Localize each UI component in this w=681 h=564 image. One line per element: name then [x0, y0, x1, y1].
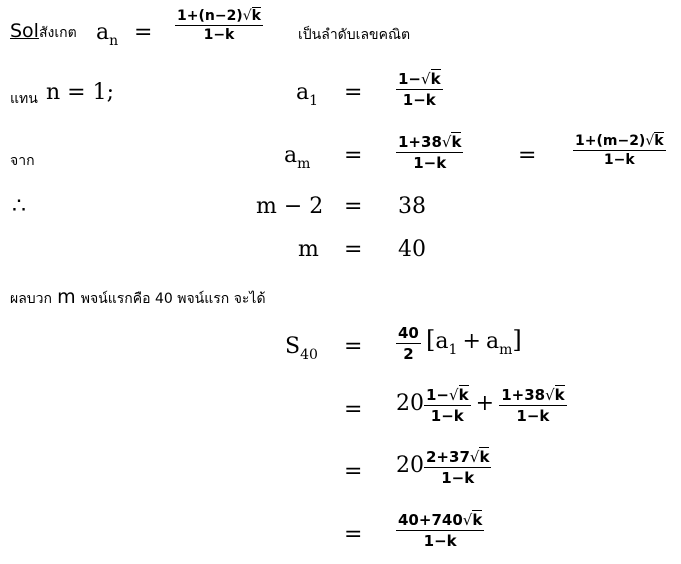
sol-label: Sol — [10, 20, 39, 42]
value-38: 38 — [398, 194, 426, 219]
equals-3: = — [344, 143, 363, 168]
equals-8: = — [344, 397, 363, 422]
observe-text: สังเกต — [38, 25, 77, 41]
arithmetic-seq-text: เป็นลำดับเลขคณิต — [298, 27, 411, 43]
therefore-symbol: ∴ — [12, 194, 26, 219]
equals-9: = — [344, 459, 363, 484]
equals-4: = — [344, 194, 363, 219]
am-term: $a_m$ — [284, 143, 311, 172]
line-1 — [10, 20, 77, 44]
equals-3b: = — [518, 143, 537, 168]
final-fraction: $\frac{40+740√k}{1-k}$ — [398, 511, 483, 550]
n-equals-1: n = 1; — [46, 80, 114, 105]
equals-10: = — [344, 522, 363, 547]
equals-5: = — [344, 237, 363, 262]
sum-text: ผลบวก m พจน์แรกคือ 40 พจน์แรก จะได้ — [10, 286, 266, 308]
substitute-text: แทน — [10, 91, 38, 107]
equals-2: = — [344, 80, 363, 105]
s40-term: $S_{40}$ — [285, 334, 318, 363]
a1-term: $a_1$ — [296, 80, 319, 109]
step-8: 20 $\frac{1-√k}{1-k}$ + $\frac{1+38√k}{1-k}$ — [396, 386, 565, 425]
equals-1: = — [134, 20, 153, 45]
fraction-am-2: $\frac{1+(m-2)√k}{1-k}$ — [575, 133, 664, 168]
a-n-term: $a_n$ — [96, 20, 119, 49]
m-symbol: m — [57, 286, 76, 308]
from-text: จาก — [10, 153, 35, 169]
fraction-an: $\frac{1+(n-2)√k}{1-k}$ — [177, 8, 261, 43]
m-lhs: m — [298, 237, 319, 262]
fraction-am-1: $\frac{1+38√k}{1-k}$ — [398, 133, 462, 172]
fraction-a1: $\frac{1-√k}{1-k}$ — [398, 70, 441, 109]
step-9: 20 $\frac{2+37√k}{1-k}$ — [396, 448, 490, 487]
value-40: 40 — [398, 237, 426, 262]
m-minus-2: m − 2 — [256, 194, 324, 219]
sum-formula: $\frac{40}{2}$ [a1 + am] — [398, 324, 522, 363]
equals-7: = — [344, 334, 363, 359]
